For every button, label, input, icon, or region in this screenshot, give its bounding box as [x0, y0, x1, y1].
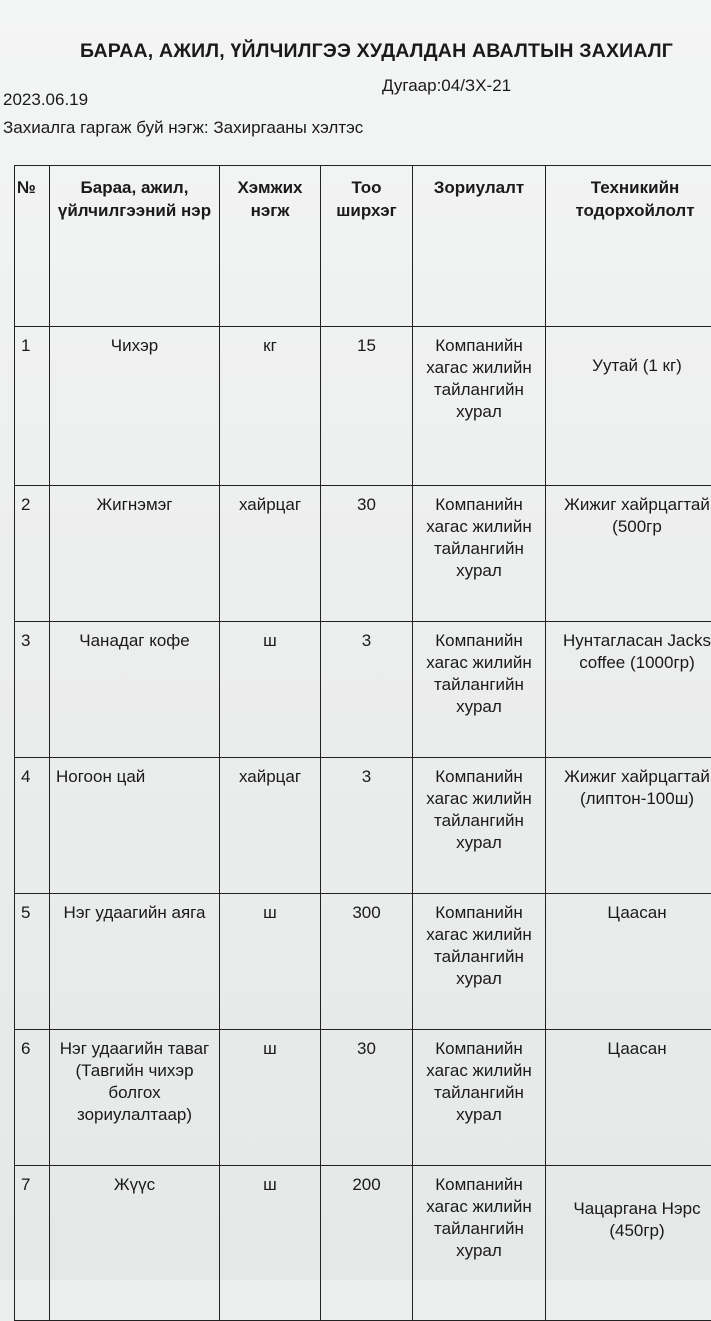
row-number: 2	[15, 486, 50, 622]
item-unit: ш	[220, 894, 321, 1030]
item-name: Жигнэмэг	[50, 486, 220, 622]
order-number: Дугаар:04/ЗХ-21	[382, 76, 511, 96]
table-row	[15, 486, 711, 622]
row-number: 3	[15, 622, 50, 758]
item-unit: кг	[220, 327, 321, 486]
order-table	[14, 165, 711, 1321]
document-title: БАРАА, АЖИЛ, ҮЙЛЧИЛГЭЭ ХУДАЛДАН АВАЛТЫН ЗАХИАЛГ	[80, 40, 711, 63]
issuing-unit: Захиалга гаргаж буй нэгж: Захиргааны хэлтэс	[3, 118, 363, 138]
table-row	[15, 622, 711, 758]
table-row	[15, 894, 711, 1030]
item-unit: ш	[220, 1166, 321, 1321]
row-number: 7	[15, 1166, 50, 1321]
item-purpose: Компанийн хагас жилийн тайлангийн хурал	[413, 1166, 546, 1321]
row-number: 5	[15, 894, 50, 1030]
item-unit: хайрцаг	[220, 758, 321, 894]
item-quantity: 30	[321, 486, 413, 622]
item-name: Чихэр	[50, 327, 220, 486]
table-row	[15, 758, 711, 894]
table-row	[15, 1166, 711, 1321]
item-name: Ногоон цай	[50, 758, 220, 894]
item-quantity: 15	[321, 327, 413, 486]
item-tech-spec: Цаасан	[546, 894, 711, 1030]
item-tech-spec: Уутай (1 кг)	[546, 327, 711, 486]
item-purpose: Компанийн хагас жилийн тайлангийн хурал	[413, 622, 546, 758]
column-header-number: №	[15, 166, 50, 327]
item-unit: ш	[220, 622, 321, 758]
item-name: Нэг удаагийн таваг (Тавгийн чихэр болгох зориулалтаар)	[50, 1030, 220, 1166]
item-quantity: 300	[321, 894, 413, 1030]
item-quantity: 30	[321, 1030, 413, 1166]
item-purpose: Компанийн хагас жилийн тайлангийн хурал	[413, 1030, 546, 1166]
column-header-item-name: Бараа, ажил, үйлчилгээний нэр	[50, 166, 220, 327]
item-tech-spec: Чацаргана Нэрс (450гр)	[546, 1166, 711, 1321]
item-tech-spec: Жижиг хайрцагтай (липтон-100ш)	[546, 758, 711, 894]
column-header-quantity: Тоо ширхэг	[321, 166, 413, 327]
item-name: Нэг удаагийн аяга	[50, 894, 220, 1030]
item-purpose: Компанийн хагас жилийн тайлангийн хурал	[413, 327, 546, 486]
item-tech-spec: Жижиг хайрцагтай (500гр	[546, 486, 711, 622]
row-number: 6	[15, 1030, 50, 1166]
item-quantity: 3	[321, 622, 413, 758]
item-name: Чанадаг кофе	[50, 622, 220, 758]
table-header-row	[15, 166, 711, 327]
row-number: 4	[15, 758, 50, 894]
row-number: 1	[15, 327, 50, 486]
item-name: Жүүс	[50, 1166, 220, 1321]
item-purpose: Компанийн хагас жилийн тайлангийн хурал	[413, 894, 546, 1030]
table-row	[15, 327, 711, 486]
item-tech-spec: Нунтагласан Jacks coffee (1000гр)	[546, 622, 711, 758]
order-date: 2023.06.19	[3, 90, 88, 110]
column-header-unit: Хэмжих нэгж	[220, 166, 321, 327]
item-quantity: 3	[321, 758, 413, 894]
table-row	[15, 1030, 711, 1166]
item-purpose: Компанийн хагас жилийн тайлангийн хурал	[413, 758, 546, 894]
item-quantity: 200	[321, 1166, 413, 1321]
column-header-purpose: Зориулалт	[413, 166, 546, 327]
item-purpose: Компанийн хагас жилийн тайлангийн хурал	[413, 486, 546, 622]
column-header-tech-spec: Техникийн тодорхойлолт	[546, 166, 711, 327]
item-unit: хайрцаг	[220, 486, 321, 622]
item-unit: ш	[220, 1030, 321, 1166]
item-tech-spec: Цаасан	[546, 1030, 711, 1166]
